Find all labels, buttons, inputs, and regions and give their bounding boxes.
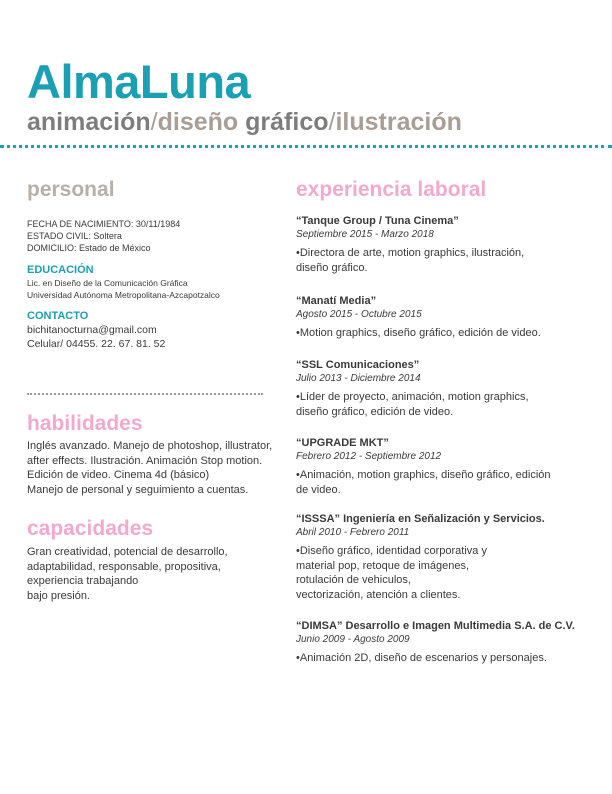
degree: Lic. en Diseño de la Comunicación Gráfica (27, 278, 188, 288)
education-info (27, 278, 220, 301)
job-company: “Tanque Group / Tuna Cinema” (296, 215, 459, 227)
job-entry (296, 214, 596, 275)
address: DOMICILIO: Estado de México (27, 243, 151, 253)
role-separator: / (150, 108, 158, 136)
section-divider (27, 393, 263, 395)
job-line: material pop, retoque de imágenes, (296, 559, 470, 572)
role-design: diseño (157, 108, 239, 136)
capabilities-line: bajo presión. (27, 589, 90, 602)
job-company: “SSL Comunicaciones” (296, 359, 420, 371)
job-line: diseño gráfico. (296, 261, 368, 274)
birth-date: FECHA DE NACIMIENTO: 30/11/1984 (27, 219, 181, 229)
education-heading: EDUCACIÓN (27, 264, 94, 276)
skills-line: after effects. Ilustración. Animación Stop motion. (27, 454, 263, 467)
profession-subtitle (27, 110, 462, 135)
job-description (296, 390, 596, 419)
role-illustration: ilustración (335, 108, 462, 136)
role-animation: animación (27, 108, 151, 136)
experience-heading: experiencia laboral (296, 178, 487, 201)
job-line: •Motion graphics, diseño gráfico, edición de video. (296, 327, 541, 339)
job-description (296, 468, 596, 497)
job-dates: Julio 2013 - Diciembre 2014 (296, 373, 421, 384)
university: Universidad Autónoma Metropolitana-Azcapotzalco (27, 289, 220, 300)
job-entry (296, 358, 596, 419)
contact-info (27, 323, 165, 351)
capabilities-line: adaptabilidad, responsable, propositiva, (27, 560, 221, 573)
job-entry (296, 294, 596, 341)
job-dates: Septiembre 2015 - Marzo 2018 (296, 229, 434, 240)
job-company: “ISSSA” Ingeniería en Señalización y Servicios. (296, 513, 545, 525)
job-description (296, 246, 596, 275)
job-dates: Junio 2009 - Agosto 2009 (296, 634, 410, 645)
job-company: “DIMSA” Desarrollo e Imagen Multimedia S.A. de C.V. (296, 620, 575, 632)
job-line: •Diseño gráfico, identidad corporativa y (296, 545, 487, 557)
job-line: •Animación 2D, diseño de escenarios y personajes. (296, 652, 547, 664)
job-dates: Agosto 2015 - Octubre 2015 (296, 309, 422, 320)
job-company: “UPGRADE MKT” (296, 437, 389, 449)
role-graphic: gráfico (245, 108, 329, 136)
candidate-name: AlmaLuna (27, 55, 251, 108)
job-line: diseño gráfico, edición de video. (296, 405, 454, 418)
job-description (296, 544, 596, 602)
capabilities-text (27, 545, 228, 603)
civil-status: ESTADO CIVIL: Soltera (27, 231, 122, 241)
personal-heading: personal (27, 178, 115, 201)
skills-text (27, 439, 272, 497)
job-entry (296, 619, 596, 666)
job-entry (296, 512, 596, 602)
job-description (296, 651, 596, 666)
job-company: “Manatí Media” (296, 295, 377, 307)
job-line: de video. (296, 483, 341, 496)
capabilities-line: experiencia trabajando (27, 575, 139, 587)
phone: Celular/ 04455. 22. 67. 81. 52 (27, 338, 166, 350)
job-line: •Líder de proyecto, animación, motion graphics, (296, 391, 529, 403)
skills-line: Manejo de personal y seguimiento a cuentas. (27, 483, 249, 496)
job-entry (296, 436, 596, 497)
job-line: •Directora de arte, motion graphics, ilustración, (296, 247, 525, 259)
job-description (296, 326, 596, 341)
capabilities-line: Gran creatividad, potencial de desarrollo, (27, 546, 228, 558)
job-line: •Animación, motion graphics, diseño gráfico, edición (296, 469, 551, 481)
email-link[interactable]: bichitanocturna@gmail.com (27, 324, 157, 336)
skills-heading: habilidades (27, 412, 143, 435)
job-line: rotulación de vehiculos, (296, 574, 411, 586)
header-divider (0, 145, 612, 148)
job-dates: Febrero 2012 - Septiembre 2012 (296, 451, 442, 462)
capabilities-heading: capacidades (27, 517, 154, 540)
role-separator: / (328, 108, 336, 136)
skills-line: Inglés avanzado. Manejo de photoshop, illustrator, (27, 440, 273, 452)
contact-heading: CONTACTO (27, 310, 89, 322)
job-dates: Abril 2010 - Febrero 2011 (296, 527, 410, 538)
personal-info (27, 218, 180, 254)
skills-line: Edición de video. Cinema 4d (básico) (27, 469, 210, 481)
job-line: vectorización, atención a clientes. (296, 588, 461, 601)
